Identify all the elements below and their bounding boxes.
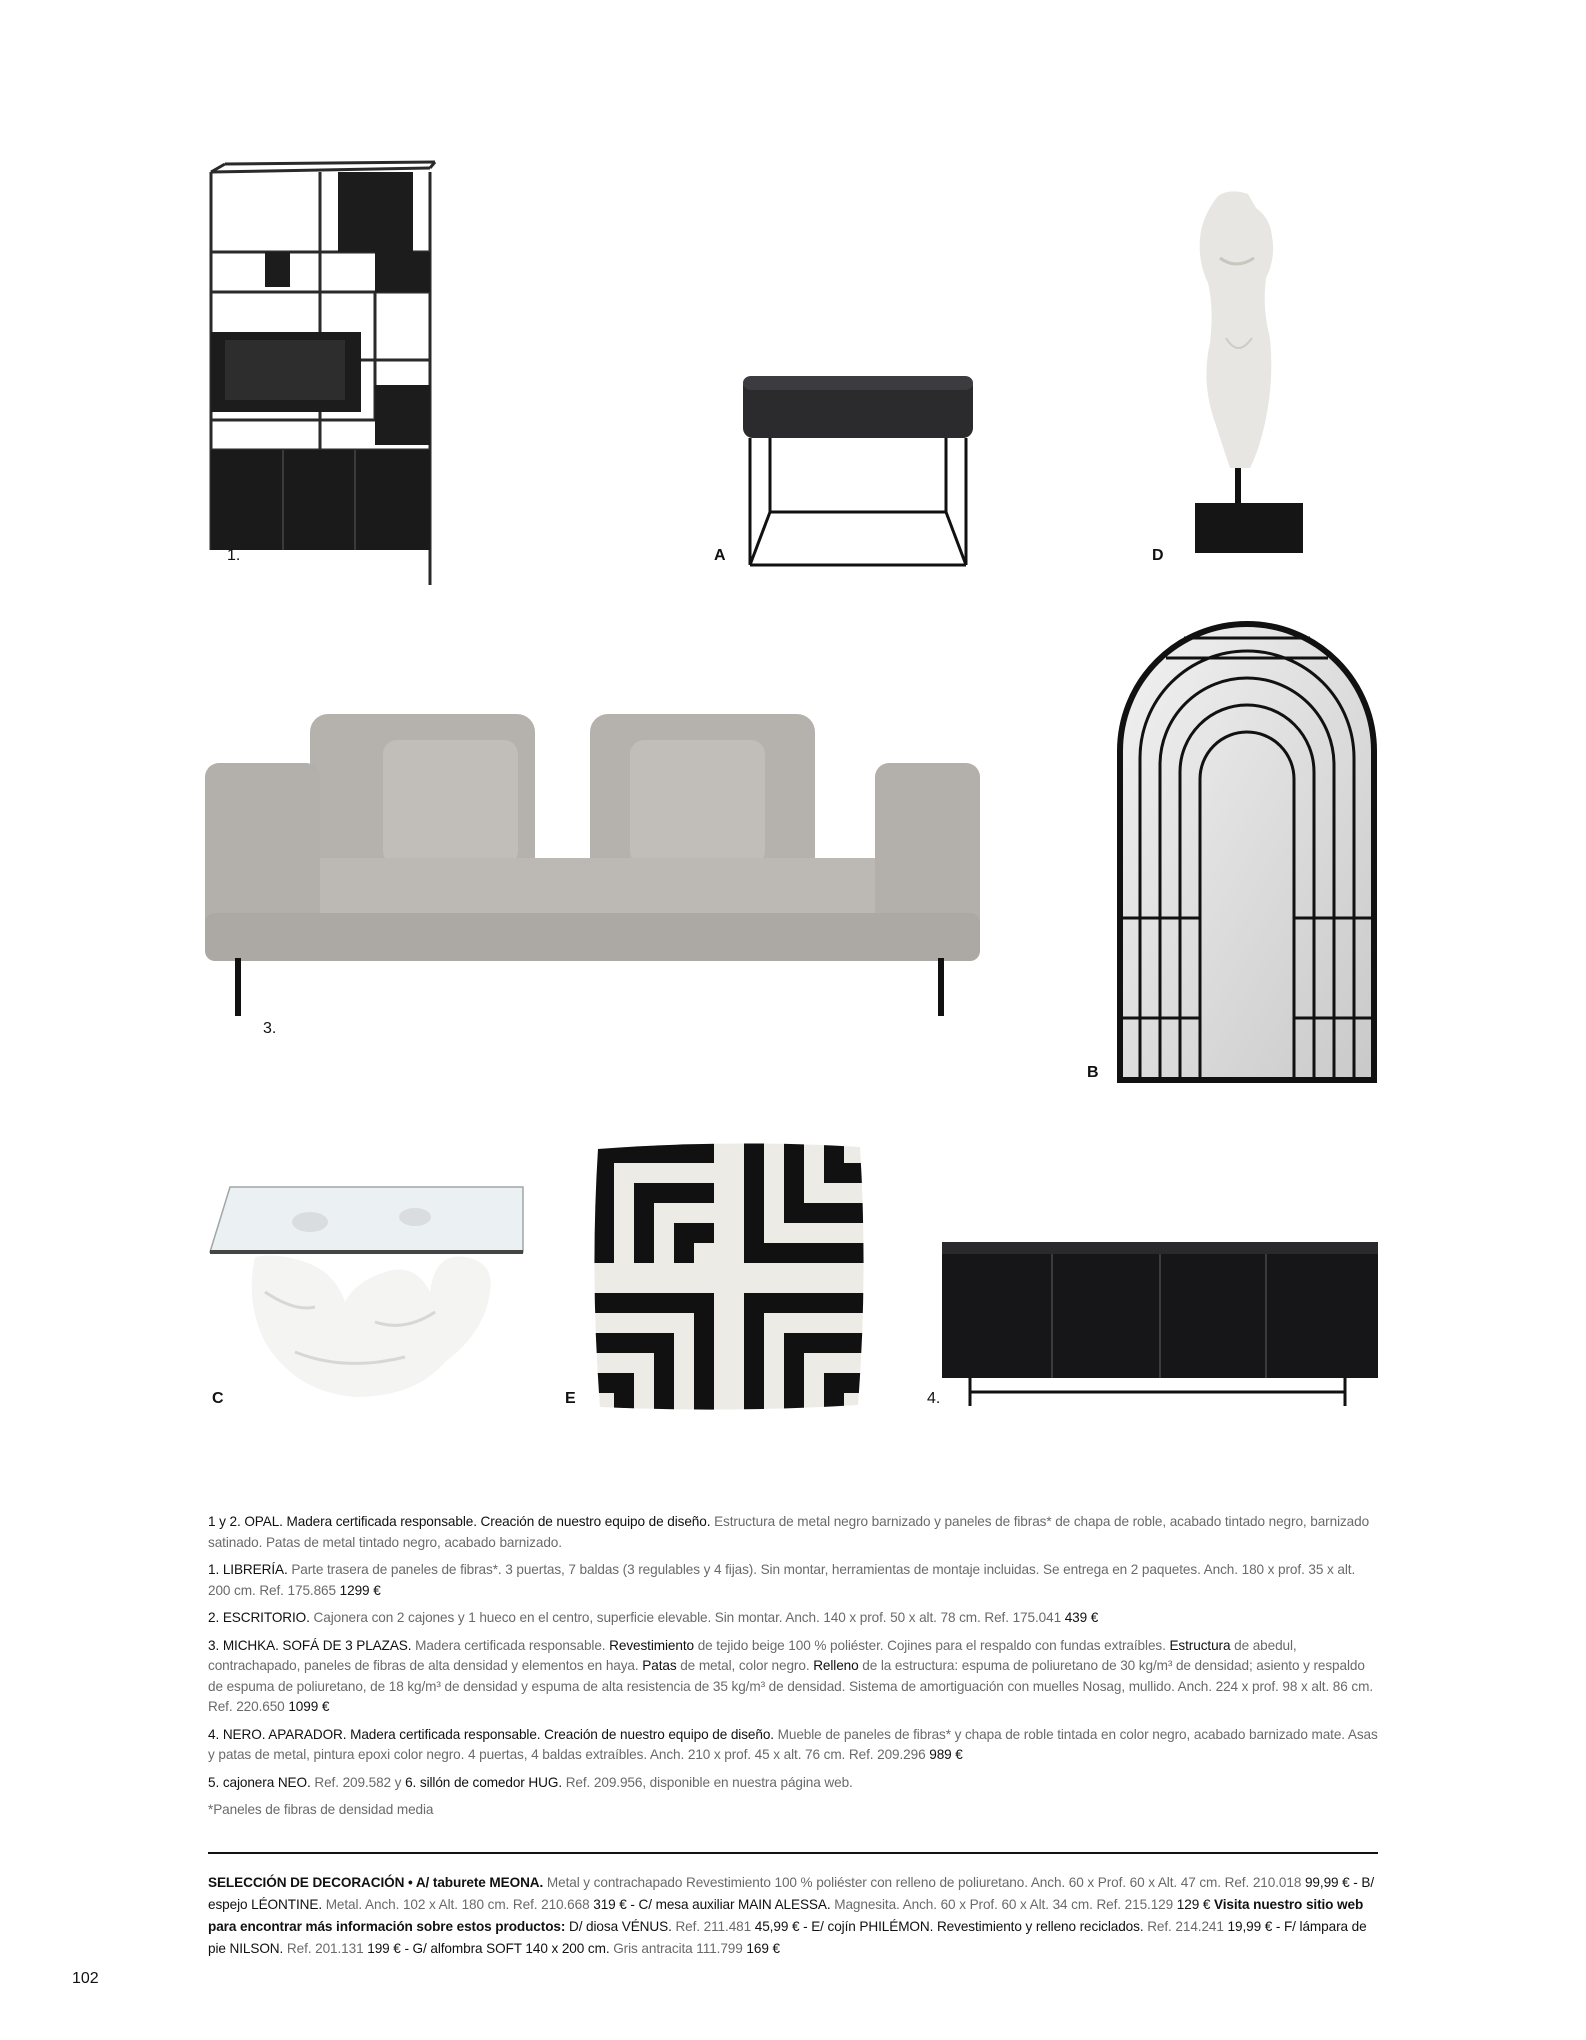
deco-t9: Gris antracita 111.799	[613, 1941, 743, 1956]
desc-cajonera-k2: 6. sillón de comedor HUG.	[405, 1774, 562, 1790]
desc-opal	[208, 1512, 1378, 1553]
desc-libreria-text: Parte trasera de paneles de fibras*. 3 puertas, 7 baldas (3 regulables y 4 fijas). Sin montar, herramientas de montaje incluidas. Se entrega en 2 paquetes. Anch. 180 x prof. 35 x alt. 200 cm. Ref. 175.865	[208, 1562, 1356, 1598]
desc-opal-title: 1 y 2. OPAL. Madera certificada responsable. Creación de nuestro equipo de diseño.	[208, 1514, 711, 1529]
desc-michka	[208, 1636, 1378, 1718]
desc-michka-t5: de la estructura: espuma de poliuretano de 30 kg/m³ de densidad; asiento y respaldo de espuma de poliuretano, de 18 kg/m³ de densidad y espuma de alta resistencia de 35 kg/m³ de densidad. Sistema de amortiguación con muelles Nosag, mullido. Anch. 224 x prof. 98 x alt. 86 cm. Ref. 220.650	[208, 1658, 1373, 1714]
deco-k8: 19,99 € - F/ lámpara de pie NILSON.	[208, 1919, 1367, 1956]
deco-k4: 129 €	[1176, 1897, 1211, 1912]
desc-michka-k2: Estructura	[1169, 1637, 1231, 1653]
sideboard-image	[940, 1240, 1380, 1410]
desc-escritorio	[208, 1608, 1378, 1629]
deco-k5: Visita nuestro sitio web para encontrar más información sobre estos productos:	[208, 1897, 1364, 1934]
cushion-image	[594, 1143, 864, 1411]
hand-table-image	[205, 1182, 530, 1422]
stool-image	[740, 372, 980, 572]
deco-k7: 45,99 € - E/ cojín PHILÉMON. Revestimiento y relleno reciclados.	[754, 1919, 1144, 1934]
desc-cajonera-t1: Ref. 209.582 y	[314, 1774, 402, 1790]
divider-rule	[208, 1852, 1378, 1854]
label-hand-table: C	[212, 1390, 224, 1407]
deco-t8: Ref. 201.131	[286, 1941, 364, 1956]
deco-t6: Ref. 211.481	[675, 1919, 752, 1934]
desc-libreria	[208, 1560, 1378, 1601]
desc-cajonera-t2: Ref. 209.956, disponible en nuestra página web.	[565, 1774, 853, 1790]
desc-nero-title: 4. NERO. APARADOR. Madera certificada responsable. Creación de nuestro equipo de diseño.	[208, 1726, 774, 1742]
desc-libreria-title: 1. LIBRERÍA.	[208, 1562, 288, 1577]
desc-michka-t1: Madera certificada responsable.	[415, 1637, 606, 1653]
deco-t7: Ref. 214.241	[1147, 1919, 1224, 1934]
desc-nero-text: Mueble de paneles de fibras* y chapa de roble tintada en color negro, acabado barnizado mate. Asas y patas de metal, pintura epoxi color negro. 4 puertas, 4 baldas extraíbles. Anch. 210 x prof. 45 x alt. 76 cm. Ref. 209.296	[208, 1726, 1378, 1762]
desc-michka-title: 3. MICHKA. SOFÁ DE 3 PLAZAS.	[208, 1637, 412, 1653]
label-stool: A	[714, 547, 726, 564]
deco-k2: 99,99 € - B/ espejo LÉONTINE.	[208, 1875, 1375, 1912]
label-sofa: 3.	[263, 1020, 277, 1037]
bookshelf-image	[205, 160, 565, 590]
desc-michka-t4: de metal, color negro.	[680, 1658, 810, 1673]
desc-cajonera-k1: 5. cajonera NEO.	[208, 1774, 311, 1790]
deco-k10: 169 €	[746, 1941, 780, 1956]
footnote: *Paneles de fibras de densidad media	[208, 1802, 434, 1817]
deco-k9: 199 € - G/ alfombra SOFT 140 x 200 cm.	[367, 1941, 610, 1956]
page-number: 102	[72, 1970, 99, 1987]
decoration-selection	[208, 1872, 1378, 1960]
deco-t2: Metal. Anch. 102 x Alt. 180 cm. Ref. 210.668	[325, 1897, 590, 1912]
desc-nero-price: 989 €	[929, 1747, 963, 1762]
desc-libreria-price: 1299 €	[339, 1582, 381, 1598]
desc-michka-k3: Patas	[642, 1658, 677, 1673]
desc-nero	[208, 1725, 1378, 1766]
label-mirror: B	[1087, 1064, 1099, 1081]
deco-t1: Metal y contrachapado Revestimiento 100 % poliéster con relleno de poliuretano. Anch. 60 x Prof. 60 x Alt. 47 cm. Ref. 210.018	[546, 1875, 1302, 1890]
desc-cajonera	[208, 1773, 1378, 1794]
sculpture-image	[1170, 188, 1310, 568]
desc-michka-t2: de tejido beige 100 % poliéster. Cojines para el respaldo con fundas extraíbles.	[697, 1637, 1166, 1653]
deco-k3: 319 € - C/ mesa auxiliar MAIN ALESSA.	[593, 1897, 831, 1912]
deco-k6: D/ diosa VÉNUS.	[568, 1919, 672, 1934]
label-cushion: E	[565, 1390, 576, 1407]
desc-michka-price: 1099 €	[288, 1699, 330, 1714]
product-descriptions	[208, 1512, 1378, 1828]
label-sideboard: 4.	[927, 1390, 941, 1407]
label-bookshelf: 1.	[227, 547, 241, 564]
desc-escritorio-price: 439 €	[1064, 1610, 1099, 1625]
label-sculpture: D	[1152, 547, 1164, 564]
desc-escritorio-title: 2. ESCRITORIO.	[208, 1610, 310, 1625]
mirror-image	[1114, 618, 1380, 1084]
desc-michka-k1: Revestimiento	[609, 1637, 694, 1653]
desc-michka-t3: de abedul, contrachapado, paneles de fibras de alta densidad y elementos en haya.	[208, 1637, 1297, 1673]
desc-michka-k4: Relleno	[813, 1658, 859, 1673]
sofa-image	[205, 708, 980, 1038]
desc-opal-text: Estructura de metal negro barnizado y paneles de fibras* de chapa de roble, acabado tintado negro, barnizado satinado. Patas de metal tintado negro, acabado barnizado.	[208, 1514, 1370, 1550]
desc-escritorio-text: Cajonera con 2 cajones y 1 hueco en el centro, superficie elevable. Sin montar. Anch. 140 x prof. 50 x alt. 78 cm. Ref. 175.041	[313, 1610, 1062, 1625]
deco-k1: SELECCIÓN DE DECORACIÓN • A/ taburete MEONA.	[208, 1875, 544, 1890]
deco-t3: Magnesita. Anch. 60 x Prof. 60 x Alt. 34 cm. Ref. 215.129	[834, 1897, 1174, 1912]
